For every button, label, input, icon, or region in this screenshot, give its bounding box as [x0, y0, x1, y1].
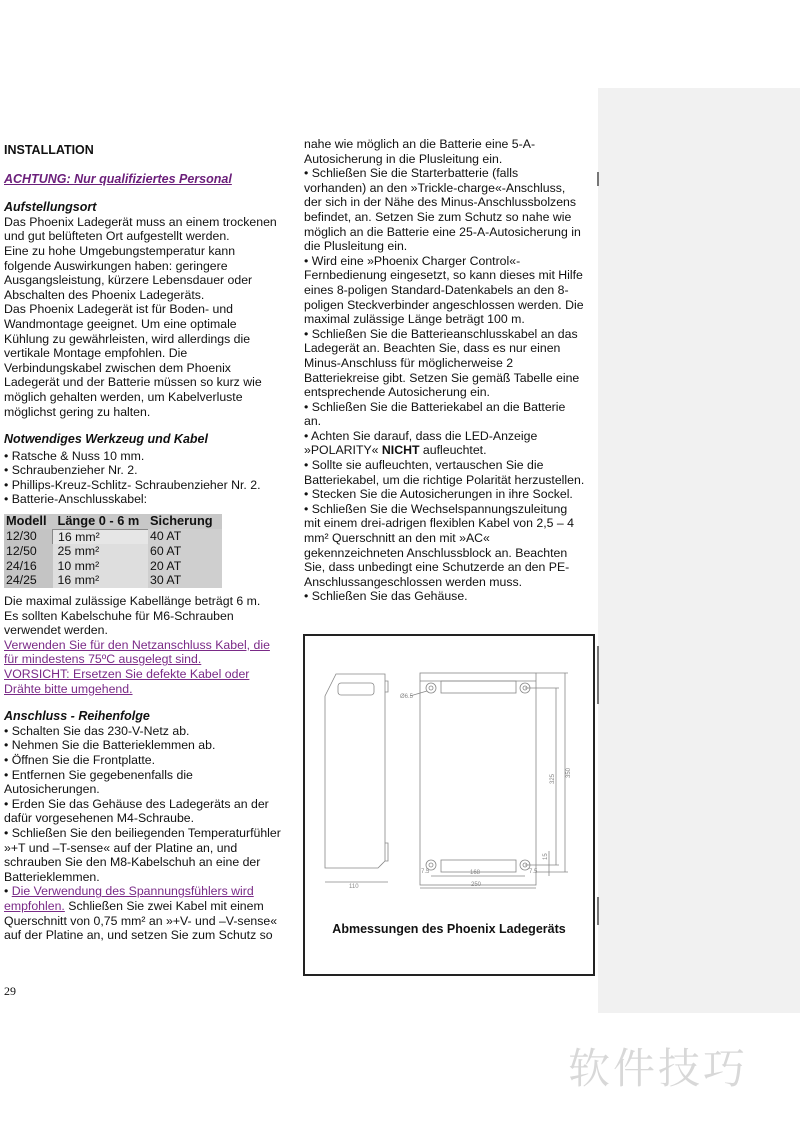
location-paragraph — [4, 215, 296, 419]
text-line: • Schließen Sie das Gehäuse. — [304, 589, 468, 604]
text-line: befindet, an. Setzen Sie zum Schutz so nahe wie — [304, 209, 572, 224]
section-heading-location: Aufstellungsort — [4, 200, 97, 215]
figure-caption: Abmessungen des Phoenix Ladegeräts — [332, 922, 566, 936]
text-line: der sich in der Nähe des Minus-Anschlussbolzens — [304, 195, 577, 210]
dim-left-edge: 7.5 — [421, 869, 430, 875]
table-row — [4, 529, 222, 544]
text-line: an. — [304, 414, 322, 429]
table-row — [4, 544, 222, 559]
right-column — [304, 137, 596, 604]
right-steps — [304, 137, 596, 443]
text-line: • Sollte sie aufleuchten, vertauschen Sie die — [304, 458, 544, 473]
list-item: dafür vorgesehenen M4-Schraube. — [4, 811, 195, 826]
dim-side-width: 110 — [349, 884, 359, 890]
text-line: die Plusleitung ein. — [304, 239, 408, 254]
text-line: möglich an die Batterie eine 25-A-Autosicherung in — [304, 224, 581, 239]
list-item: • Batterie-Anschlusskabel: — [4, 492, 148, 507]
text-line: Sie, dass unbedingt eine Schutzerde an den PE- — [304, 560, 570, 575]
right-steps-continued — [304, 458, 596, 604]
text-line: Verbindungskabel zwischen dem Phoenix — [4, 360, 231, 375]
list-item: • Erden Sie das Gehäuse des Ladegeräts an der — [4, 796, 269, 811]
text-line: verwendet werden. — [4, 623, 108, 638]
list-item: • Schraubenzieher Nr. 2. — [4, 463, 138, 478]
text-line: entsprechende Autosicherung ein. — [304, 385, 490, 400]
text-line: Ladegerät an. Beachten Sie, dass es nur einen — [304, 341, 561, 356]
dim-hole-height: 325 — [550, 773, 556, 784]
text-line: maximal zulässige Länge beträgt 100 m. — [304, 312, 525, 327]
text-line: eines 8-poligen Standard-Datenkabels an den 8- — [304, 282, 569, 297]
front-top-slot — [441, 681, 516, 693]
dim-right-edge: 7.5 — [529, 869, 538, 875]
dim-hole-diameter: Ø6.5 — [400, 694, 414, 700]
header-model: Modell — [4, 514, 53, 529]
dim-hole-spacing: 168 — [470, 870, 481, 876]
text-line: Abschalten des Phoenix Ladegeräts. — [4, 287, 205, 302]
list-item: • Schalten Sie das 230-V-Netz ab. — [4, 723, 190, 738]
text-line: Batteriekabel, um die richtige Polarität herzustellen. — [304, 472, 585, 487]
text-line: Die maximal zulässige Kabellänge beträgt 6 m. — [4, 594, 261, 609]
text-line: Wandmontage geeignet. Um eine optimale — [4, 316, 237, 331]
cell-length: 25 mm² — [53, 544, 149, 559]
text-line: mm² Querschnitt an den mit »AC« — [304, 531, 490, 546]
text-line: Kühlung zu gewährleisten, wird allerdings die — [4, 331, 251, 346]
list-item: • Öffnen Sie die Frontplatte. — [4, 752, 156, 767]
voltage-sense-link[interactable]: empfohlen. — [4, 898, 65, 913]
voltage-sense-step: • Die Verwendung des Spannungsfühlers wird empfohlen. Schließen Sie zwei Kabel mit einem Querschnitt von 0,75 mm² an »+V- und –V-sense« auf der Platine an, und setzen Sie zum Schutz so — [4, 884, 278, 943]
text-line: Minus-Anschluss für möglicherweise 2 — [304, 355, 514, 370]
link-line[interactable]: Drähte bitte umgehend. — [4, 681, 133, 696]
text-line: gekennzeichneten Anschlussblock an. Beachten — [304, 545, 568, 560]
list-item: • Schließen Sie den beiliegenden Temperaturfühler — [4, 825, 281, 840]
warning-heading[interactable]: ACHTUNG: Nur qualifiziertes Personal — [4, 171, 232, 186]
list-item: schrauben Sie den M8-Kabelschuh an eine der — [4, 855, 261, 870]
link-line[interactable]: für mindestens 75ºC ausgelegt sind. — [4, 652, 202, 667]
dim-total-height: 350 — [566, 767, 572, 778]
cell-fuse: 20 AT — [148, 559, 222, 574]
cell-fuse: 60 AT — [148, 544, 222, 559]
text-line: • Achten Sie darauf, dass die LED-Anzeige — [304, 428, 538, 443]
cell-fuse: 30 AT — [148, 573, 222, 588]
emphasis-nicht: NICHT — [381, 443, 420, 458]
list-item: • Nehmen Sie die Batterieklemmen ab. — [4, 738, 216, 753]
table-row — [4, 559, 222, 574]
cable-table — [4, 514, 222, 588]
dim-front-width: 250 — [471, 882, 482, 888]
cell-length: 10 mm² — [53, 559, 149, 574]
link-line[interactable]: Verwenden Sie für den Netzanschluss Kabel, die — [4, 637, 270, 652]
page-number: 29 — [4, 984, 16, 998]
header-length: Länge 0 - 6 m — [53, 514, 149, 529]
text-line: Ladegerät und der Batterie müssen so kurz wie — [4, 375, 262, 390]
list-item: Batterieklemmen. — [4, 869, 100, 884]
cable-length-note — [4, 594, 296, 638]
text-line: • Schließen Sie die Starterbatterie (falls — [304, 166, 519, 181]
text-line: Autosicherung in die Plusleitung ein. — [304, 151, 503, 166]
text-line: vertikale Montage empfohlen. Die — [4, 346, 188, 361]
text-line: Eine zu hohe Umgebungstemperatur kann — [4, 243, 236, 258]
side-view-bracket — [385, 843, 388, 861]
cell-model: 24/25 — [4, 573, 53, 588]
text-line: Das Phoenix Ladegerät muss an einem trockenen — [4, 214, 277, 229]
text-line: vorhanden) an den »Trickle-charge«-Anschluss, — [304, 180, 566, 195]
cell-model: 24/16 — [4, 559, 53, 574]
list-item: • Ratsche & Nuss 10 mm. — [4, 448, 145, 463]
text-line: Das Phoenix Ladegerät ist für Boden- und — [4, 302, 234, 317]
connection-steps — [4, 724, 296, 885]
text-line: folgende Auswirkungen haben: geringere — [4, 258, 228, 273]
text-line: möglich gehalten werden, um Kabelverluste — [4, 389, 243, 404]
text-line: • Schließen Sie die Batteriekabel an die Batterie — [304, 399, 566, 414]
front-view-outline — [420, 673, 536, 885]
text-line: Fernbedienung eingesetzt, so kann dieses mit Hilfe — [304, 268, 583, 283]
left-column — [4, 143, 296, 943]
tools-list — [4, 449, 296, 507]
text-line: nahe wie möglich an die Batterie eine 5-A- — [304, 137, 536, 151]
section-heading-connection: Anschluss - Reihenfolge — [4, 709, 150, 724]
link-line[interactable]: VORSICHT: Ersetzen Sie defekte Kabel oder — [4, 667, 250, 681]
change-bar — [597, 172, 599, 186]
list-item: Autosicherungen. — [4, 782, 100, 797]
change-bar — [597, 897, 599, 925]
comment-margin-panel — [598, 88, 800, 1013]
list-item: »+T und –T-sense« auf der Platine an, und — [4, 840, 238, 855]
change-bar — [597, 646, 599, 704]
text-line: poligen Steckverbinder angeschlossen werden. Die — [304, 297, 584, 312]
dim-bottom-offset: 15 — [543, 853, 549, 860]
section-heading-tools: Notwendiges Werkzeug und Kabel — [4, 432, 208, 447]
voltage-sense-link[interactable]: Die Verwendung des Spannungsfühlers wird — [11, 884, 254, 899]
list-item: • Entfernen Sie gegebenenfalls die — [4, 767, 193, 782]
table-header-row — [4, 514, 222, 529]
text-line: Batteriekreise gibt. Setzen Sie gemäß Tabelle eine — [304, 370, 580, 385]
dimensions-figure — [303, 634, 595, 976]
text-line: • Wird eine »Phoenix Charger Control«- — [304, 253, 521, 268]
text-line: und gut belüfteten Ort aufgestellt werden. — [4, 229, 230, 244]
side-view-bracket — [385, 681, 388, 692]
table-row — [4, 573, 222, 588]
cell-model: 12/50 — [4, 544, 53, 559]
text-line: Anschlussangeschlossen werden muss. — [304, 574, 523, 589]
text-line: mit einem drei-adrigen flexiblen Kabel von 2,5 – 4 — [304, 516, 575, 531]
text-line: • Stecken Sie die Autosicherungen in ihre Sockel. — [304, 487, 573, 502]
list-item: • Phillips-Kreuz-Schlitz- Schraubenzieher Nr. 2. — [4, 477, 261, 492]
side-view-handle — [338, 683, 374, 695]
text-line: • Schließen Sie die Batterieanschlusskabel an das — [304, 326, 578, 341]
header-fuse: Sicherung — [148, 514, 222, 529]
polarity-step: »POLARITY« NICHT aufleuchtet. — [304, 443, 487, 458]
cable-warning-link[interactable] — [4, 638, 296, 696]
cell-length: 16 mm² — [53, 529, 149, 544]
cell-fuse: 40 AT — [148, 529, 222, 544]
cell-length: 16 mm² — [53, 573, 149, 588]
text-line: • Schließen Sie die Wechselspannungszuleitung — [304, 501, 568, 516]
side-view-outline — [325, 674, 385, 868]
text-line: Es sollten Kabelschuhe für M6-Schrauben — [4, 608, 234, 623]
text-line: Ausgangsleistung, kürzere Lebensdauer oder — [4, 273, 253, 288]
watermark: 软件技巧 — [568, 1044, 749, 1093]
text-line: möglichst gering zu halten. — [4, 404, 151, 419]
cell-model: 12/30 — [4, 529, 53, 544]
mount-hole — [426, 683, 436, 693]
installation-heading: INSTALLATION — [4, 143, 94, 157]
